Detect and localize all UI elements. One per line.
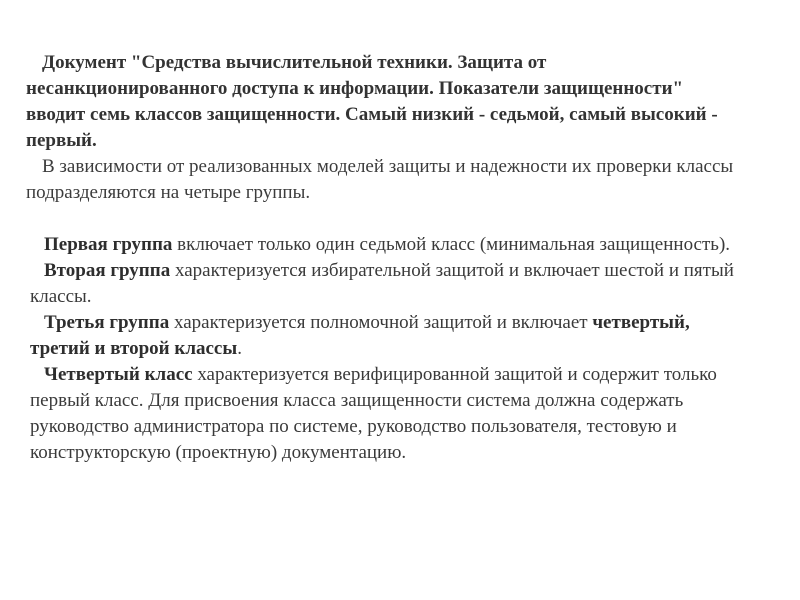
intro-normal-text: В зависимости от реализованных моделей защиты и надежности их проверки классы подразделяются на четыре группы. [26, 156, 734, 203]
group-3-bold-tail: четвертый, третий и второй классы [30, 312, 690, 359]
group-1-title: Первая группа [44, 234, 173, 255]
group-4-text: характеризуется верифицированной защитой и содержит только первый класс. Для присвоения класса защищенности система должна содержать руководство администратора по системе, руководство пользователя, тестовую и конструкторскую (проектную) документацию. [30, 364, 717, 463]
group-3-title: Третья группа [44, 312, 170, 333]
group-4-title: Четвертый класс [44, 364, 193, 385]
group-3-end: . [237, 338, 242, 359]
intro-bold-text: Документ "Средства вычислительной техники. Защита от несанкционированного доступа к информации. Показатели защищенности" вводит семь классов защищенности. Самый низкий - седьмой, самый высокий - первый. [26, 52, 718, 151]
group-2-title: Вторая группа [44, 260, 171, 281]
intro-paragraph [26, 50, 746, 206]
group-3-text: характеризуется полномочной защитой и включает [169, 312, 593, 333]
group-1-text: включает только один седьмой класс (минимальная защищенность). [172, 234, 731, 255]
groups-paragraph [30, 232, 750, 466]
group-2-text: характеризуется избирательной защитой и включает шестой и пятый классы. [30, 260, 734, 307]
